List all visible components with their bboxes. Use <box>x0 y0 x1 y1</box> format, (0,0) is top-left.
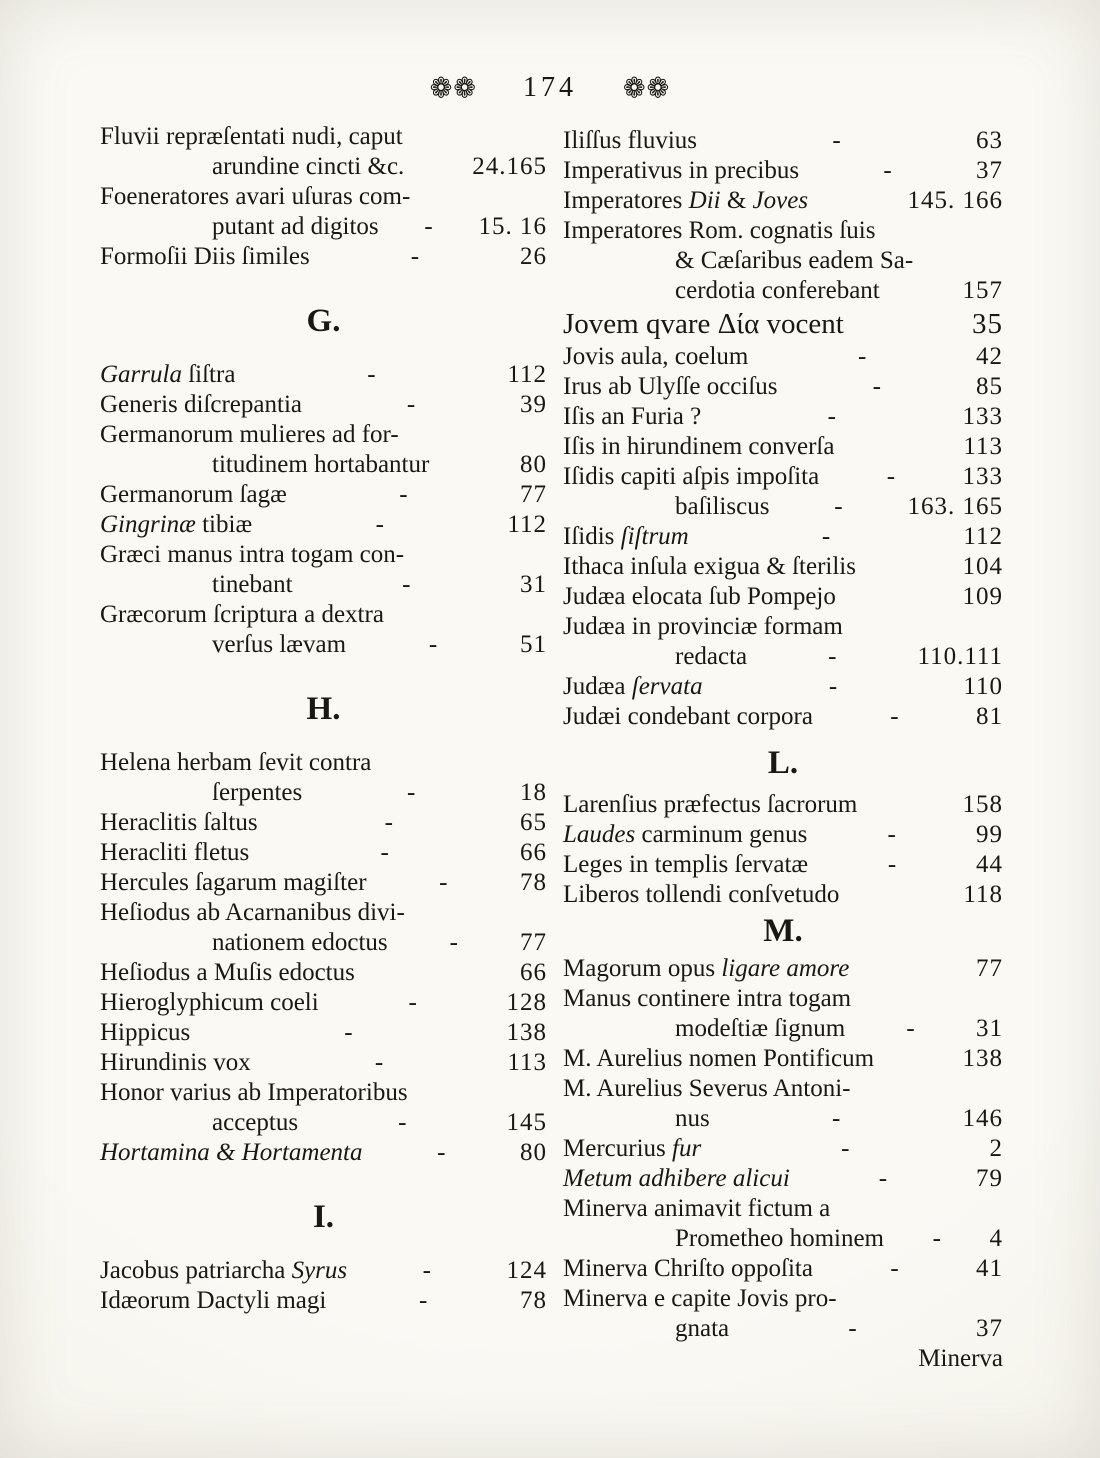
index-entry <box>563 492 1003 522</box>
entry-text: Græcorum ſcriptura a dextra <box>100 601 384 628</box>
entry-text: Leges in templis ſervatæ <box>563 851 809 878</box>
entry-page-number: 31 <box>520 571 547 598</box>
entry-text: Fluvii repræſentati nudi, caput <box>100 123 403 150</box>
entry-page-number: 77 <box>520 929 547 956</box>
index-entry <box>563 850 1003 880</box>
entry-page-number: 24.165 <box>472 153 547 180</box>
entry-text: tinebant <box>212 571 293 598</box>
entry-page-number: 41 <box>976 1255 1003 1282</box>
index-entry <box>100 868 547 898</box>
index-entry <box>100 450 547 480</box>
leader-dash: - <box>886 463 896 490</box>
entry-page-number: 145 <box>506 1109 547 1136</box>
leader-dash: - <box>399 481 408 508</box>
entry-text: Germanorum ſagæ <box>100 481 287 508</box>
leader-dash: - <box>883 157 892 184</box>
index-entry <box>563 1314 1003 1344</box>
index-entry <box>563 246 1003 276</box>
leader-dash: - <box>428 631 438 658</box>
index-column-right <box>563 126 1003 1374</box>
leader-dash: - <box>890 1255 899 1282</box>
leader-dash: - <box>419 1287 428 1314</box>
entry-text: Iſis in hirundinem converſa <box>563 433 835 460</box>
leader-dash: - <box>821 523 831 550</box>
index-entry <box>100 778 547 808</box>
entry-text: Liberos tollendi conſvetudo <box>563 881 840 908</box>
leader-dash: - <box>398 1109 407 1136</box>
leader-dash: - <box>848 1315 857 1342</box>
entry-page-number: 31 <box>976 1015 1003 1042</box>
entry-text: titudinem hortabantur <box>212 451 430 478</box>
entry-page-number: 66 <box>520 959 547 986</box>
entry-text: acceptus <box>212 1109 299 1136</box>
leader-dash: - <box>380 839 389 866</box>
entry-text: Heracliti fletus <box>100 839 250 866</box>
index-entry <box>100 540 547 570</box>
entry-page-number: 109 <box>962 583 1003 610</box>
entry-text: Foeneratores avari uſuras com- <box>100 183 411 210</box>
entry-text: M. Aurelius Severus Antoni- <box>563 1075 851 1102</box>
entry-page-number: 80 <box>520 1139 547 1166</box>
entry-text: redacta <box>675 643 748 670</box>
index-entry <box>563 432 1003 462</box>
leader-dash: - <box>887 821 896 848</box>
entry-page-number: 124 <box>506 1257 547 1284</box>
entry-page-number: 112 <box>507 361 547 388</box>
index-entry <box>100 748 547 778</box>
index-entry <box>563 552 1003 582</box>
index-entry <box>100 838 547 868</box>
index-entry <box>563 820 1003 850</box>
section-heading: L. <box>767 745 799 781</box>
index-entry <box>563 156 1003 186</box>
entry-page-number: 4 <box>989 1225 1003 1252</box>
index-entry <box>100 958 547 988</box>
entry-text: Prometheo hominem <box>675 1225 884 1252</box>
entry-text: Formoſii Diis ſimiles <box>100 243 310 270</box>
index-entry <box>100 898 547 928</box>
entry-page-number: 113 <box>507 1049 547 1076</box>
index-entry <box>563 372 1003 402</box>
section-heading: I. <box>312 1199 335 1235</box>
entry-page-number: 110 <box>963 673 1003 700</box>
index-entry <box>563 880 1003 910</box>
leader-dash: - <box>858 343 867 370</box>
page-header <box>0 71 1100 105</box>
index-entry <box>563 1224 1003 1254</box>
catchword: Minerva <box>918 1345 1003 1372</box>
entry-page-number: 79 <box>976 1165 1003 1192</box>
leader-dash: - <box>872 373 881 400</box>
entry-text: Magorum opus ligare amore <box>563 955 850 982</box>
entry-page-number: 78 <box>520 1287 547 1314</box>
index-entry <box>563 1254 1003 1284</box>
index-entry <box>563 1164 1003 1194</box>
entry-page-number: 37 <box>976 157 1003 184</box>
entry-text: Germanorum mulieres ad for- <box>100 421 399 448</box>
leader-dash: - <box>422 1257 431 1284</box>
leader-dash: - <box>831 1105 841 1132</box>
entry-page-number: 63 <box>976 127 1003 154</box>
entry-text: nationem edoctus <box>212 929 388 956</box>
leader-dash: - <box>932 1225 941 1252</box>
index-entry <box>100 390 547 420</box>
leader-dash: - <box>408 989 417 1016</box>
entry-text: Hirundinis vox <box>100 1049 251 1076</box>
index-entry <box>563 1074 1003 1104</box>
index-entry <box>100 1286 547 1316</box>
index-entry <box>100 122 547 152</box>
leader-dash: - <box>406 391 416 418</box>
section-heading: M. <box>763 913 803 949</box>
page-number: 174 <box>523 72 577 103</box>
leader-dash: - <box>410 243 420 270</box>
entry-text: Græci manus intra togam con- <box>100 541 405 568</box>
index-entry <box>100 808 547 838</box>
entry-page-number: 113 <box>963 433 1003 460</box>
entry-text: Helena herbam ſevit contra <box>100 749 372 776</box>
leader-dash: - <box>375 511 384 538</box>
entry-text: Hieroglyphicum coeli <box>100 989 319 1016</box>
entry-text: gnata <box>675 1315 730 1342</box>
index-entry <box>100 152 547 182</box>
leader-dash: - <box>832 127 841 154</box>
entry-page-number: 42 <box>976 343 1003 370</box>
entry-text: Imperativus in precibus <box>563 157 800 184</box>
entry-page-number: 112 <box>963 523 1003 550</box>
leader-dash: - <box>374 1049 384 1076</box>
entry-text: Mercurius fur <box>563 1135 702 1162</box>
section-heading: H. <box>306 691 341 727</box>
index-entry <box>100 212 547 242</box>
entry-text: Idæorum Dactyli magi <box>100 1287 327 1314</box>
index-entry <box>563 1194 1003 1224</box>
leader-dash: - <box>402 571 411 598</box>
entry-page-number: 18 <box>520 779 547 806</box>
entry-text: Laudes carminum genus <box>563 821 808 848</box>
entry-text: Heſiodus a Muſis edoctus <box>100 959 355 986</box>
index-entry <box>100 480 547 510</box>
leader-dash: - <box>828 673 838 700</box>
entry-page-number: 80 <box>520 451 547 478</box>
entry-page-number: 77 <box>520 481 547 508</box>
index-entry <box>563 462 1003 492</box>
index-entry <box>563 582 1003 612</box>
leader-dash: - <box>384 809 393 836</box>
index-entry <box>563 1044 1003 1074</box>
entry-text: Larenſius præfectus ſacrorum <box>563 791 858 818</box>
entry-text: Judæa ſervata <box>563 673 703 700</box>
leader-dash: - <box>906 1015 915 1042</box>
leader-dash: - <box>424 213 433 240</box>
index-entry <box>100 928 547 958</box>
entry-page-number: 44 <box>976 851 1003 878</box>
entry-text: Irus ab Ulyſſe occiſus <box>563 373 778 400</box>
entry-text: verſus lævam <box>212 631 347 658</box>
entry-text: Ithaca inſula exigua & ſterilis <box>563 553 856 580</box>
entry-text: Garrula ſiſtra <box>100 361 236 388</box>
entry-text: Hippicus <box>100 1019 191 1046</box>
entry-page-number: 65 <box>520 809 547 836</box>
entry-page-number: 133 <box>962 403 1003 430</box>
entry-page-number: 99 <box>976 821 1003 848</box>
index-entry <box>100 242 547 272</box>
fleuron-ornament-left: ❁❁ <box>429 71 477 105</box>
entry-page-number: 138 <box>506 1019 547 1046</box>
leader-dash: - <box>878 1165 888 1192</box>
leader-dash: - <box>834 493 843 520</box>
index-entry <box>100 630 547 660</box>
entry-page-number: 85 <box>976 373 1003 400</box>
index-entry <box>100 1138 547 1168</box>
leader-dash: - <box>827 403 836 430</box>
entry-page-number: 51 <box>520 631 547 658</box>
index-entry <box>100 570 547 600</box>
index-entry <box>563 126 1003 156</box>
index-column-left <box>100 122 547 1316</box>
entry-text: nus <box>675 1105 710 1132</box>
entry-page-number: 104 <box>962 553 1003 580</box>
entry-text: Manus continere intra togam <box>563 985 852 1012</box>
entry-text: Hortamina & Hortamenta <box>100 1139 363 1166</box>
index-entry <box>100 1256 547 1286</box>
entry-page-number: 118 <box>963 881 1003 908</box>
entry-text: Judæi condebant corpora <box>563 703 813 730</box>
leader-dash: - <box>439 869 448 896</box>
leader-dash: - <box>449 929 458 956</box>
entry-page-number: 78 <box>520 869 547 896</box>
entry-page-number: 15. 16 <box>478 213 547 240</box>
index-entry <box>563 1284 1003 1314</box>
entry-page-number: 112 <box>507 511 547 538</box>
leader-dash: - <box>828 643 837 670</box>
index-entry <box>563 612 1003 642</box>
entry-text: Jacobus patriarcha Syrus <box>100 1257 348 1284</box>
index-entry <box>563 790 1003 820</box>
entry-text: Jovis aula, coelum <box>563 343 749 370</box>
index-entry <box>563 984 1003 1014</box>
entry-text: Iſidis ſiſtrum <box>563 523 689 550</box>
entry-page-number: 146 <box>962 1105 1003 1132</box>
index-entry <box>100 360 547 390</box>
entry-page-number: 81 <box>976 703 1003 730</box>
entry-text: ſerpentes <box>212 779 303 806</box>
entry-text: Imperatores Dii & Joves <box>563 187 809 214</box>
index-entry <box>563 522 1003 552</box>
leader-dash: - <box>406 779 416 806</box>
entry-page-number: 128 <box>506 989 547 1016</box>
entry-text: Generis diſcrepantia <box>100 391 302 418</box>
fleuron-ornament-right: ❁❁ <box>623 71 671 105</box>
entry-page-number: 138 <box>962 1045 1003 1072</box>
index-entry <box>100 1018 547 1048</box>
entry-text: Heraclitis ſaltus <box>100 809 258 836</box>
index-entry <box>563 954 1003 984</box>
section-heading: G. <box>306 303 341 339</box>
entry-page-number: 145. 166 <box>907 187 1003 214</box>
entry-page-number: 37 <box>976 1315 1003 1342</box>
entry-text: Judæa elocata ſub Pompejo <box>563 583 836 610</box>
entry-page-number: 2 <box>989 1135 1003 1162</box>
leader-dash: - <box>344 1019 353 1046</box>
entry-text: Imperatores Rom. cognatis ſuis <box>563 217 876 244</box>
leader-dash: - <box>841 1135 850 1162</box>
entry-text: Iſis an Furia ? <box>563 403 702 430</box>
leader-dash: - <box>887 851 897 878</box>
entry-page-number: 77 <box>976 955 1003 982</box>
entry-text: Minerva e capite Jovis pro- <box>563 1285 837 1312</box>
index-entry <box>100 510 547 540</box>
entry-text: Judæa in provinciæ formam <box>563 613 843 640</box>
entry-text: Metum adhibere alicui <box>563 1165 790 1192</box>
entry-text: Minerva Chriſto oppoſita <box>563 1255 813 1282</box>
index-entry <box>100 1078 547 1108</box>
index-entry <box>563 402 1003 432</box>
entry-page-number: 35 <box>972 308 1003 340</box>
entry-page-number: 163. 165 <box>907 493 1003 520</box>
index-entry <box>563 1104 1003 1134</box>
entry-text: Iliſſus fluvius <box>563 127 698 154</box>
entry-text: Heſiodus ab Acarnanibus divi- <box>100 899 405 926</box>
entry-text: Hercules ſagarum magiſter <box>100 869 367 896</box>
entry-text: Jovem qvare Δία vocent <box>563 308 844 340</box>
index-entry <box>100 1108 547 1138</box>
entry-page-number: 133 <box>962 463 1003 490</box>
entry-page-number: 26 <box>520 243 547 270</box>
entry-text: M. Aurelius nomen Pontificum <box>563 1045 875 1072</box>
entry-text: modeſtiæ ſignum <box>675 1015 846 1042</box>
index-entry <box>100 600 547 630</box>
entry-text: baſiliscus <box>675 493 770 520</box>
entry-text: Gingrinæ tibiæ <box>100 511 253 538</box>
index-entry <box>563 1014 1003 1044</box>
index-entry <box>100 1048 547 1078</box>
leader-dash: - <box>437 1139 446 1166</box>
leader-dash: - <box>367 361 376 388</box>
index-entry <box>563 306 1003 342</box>
index-entry <box>100 182 547 212</box>
entry-page-number: 39 <box>520 391 547 418</box>
index-entry <box>563 1134 1003 1164</box>
entry-text: putant ad digitos <box>212 213 379 240</box>
entry-page-number: 66 <box>520 839 547 866</box>
entry-text: arundine cincti &c. <box>212 153 405 180</box>
index-entry <box>100 988 547 1018</box>
index-entry <box>563 186 1003 216</box>
entry-page-number: 110.111 <box>917 643 1003 670</box>
index-entry <box>563 342 1003 372</box>
index-entry <box>563 216 1003 246</box>
index-entry <box>563 276 1003 306</box>
entry-text: cerdotia conferebant <box>675 277 880 304</box>
entry-page-number: 158 <box>962 791 1003 818</box>
entry-text: & Cæſaribus eadem Sa- <box>675 247 914 274</box>
index-entry <box>563 702 1003 732</box>
leader-dash: - <box>890 703 899 730</box>
index-entry <box>563 672 1003 702</box>
entry-page-number: 157 <box>962 277 1003 304</box>
index-entry <box>563 642 1003 672</box>
entry-text: Honor varius ab Imperatoribus <box>100 1079 408 1106</box>
entry-text: Iſidis capiti aſpis impoſita <box>563 463 820 490</box>
entry-text: Minerva animavit fictum a <box>563 1195 831 1222</box>
index-entry <box>100 420 547 450</box>
